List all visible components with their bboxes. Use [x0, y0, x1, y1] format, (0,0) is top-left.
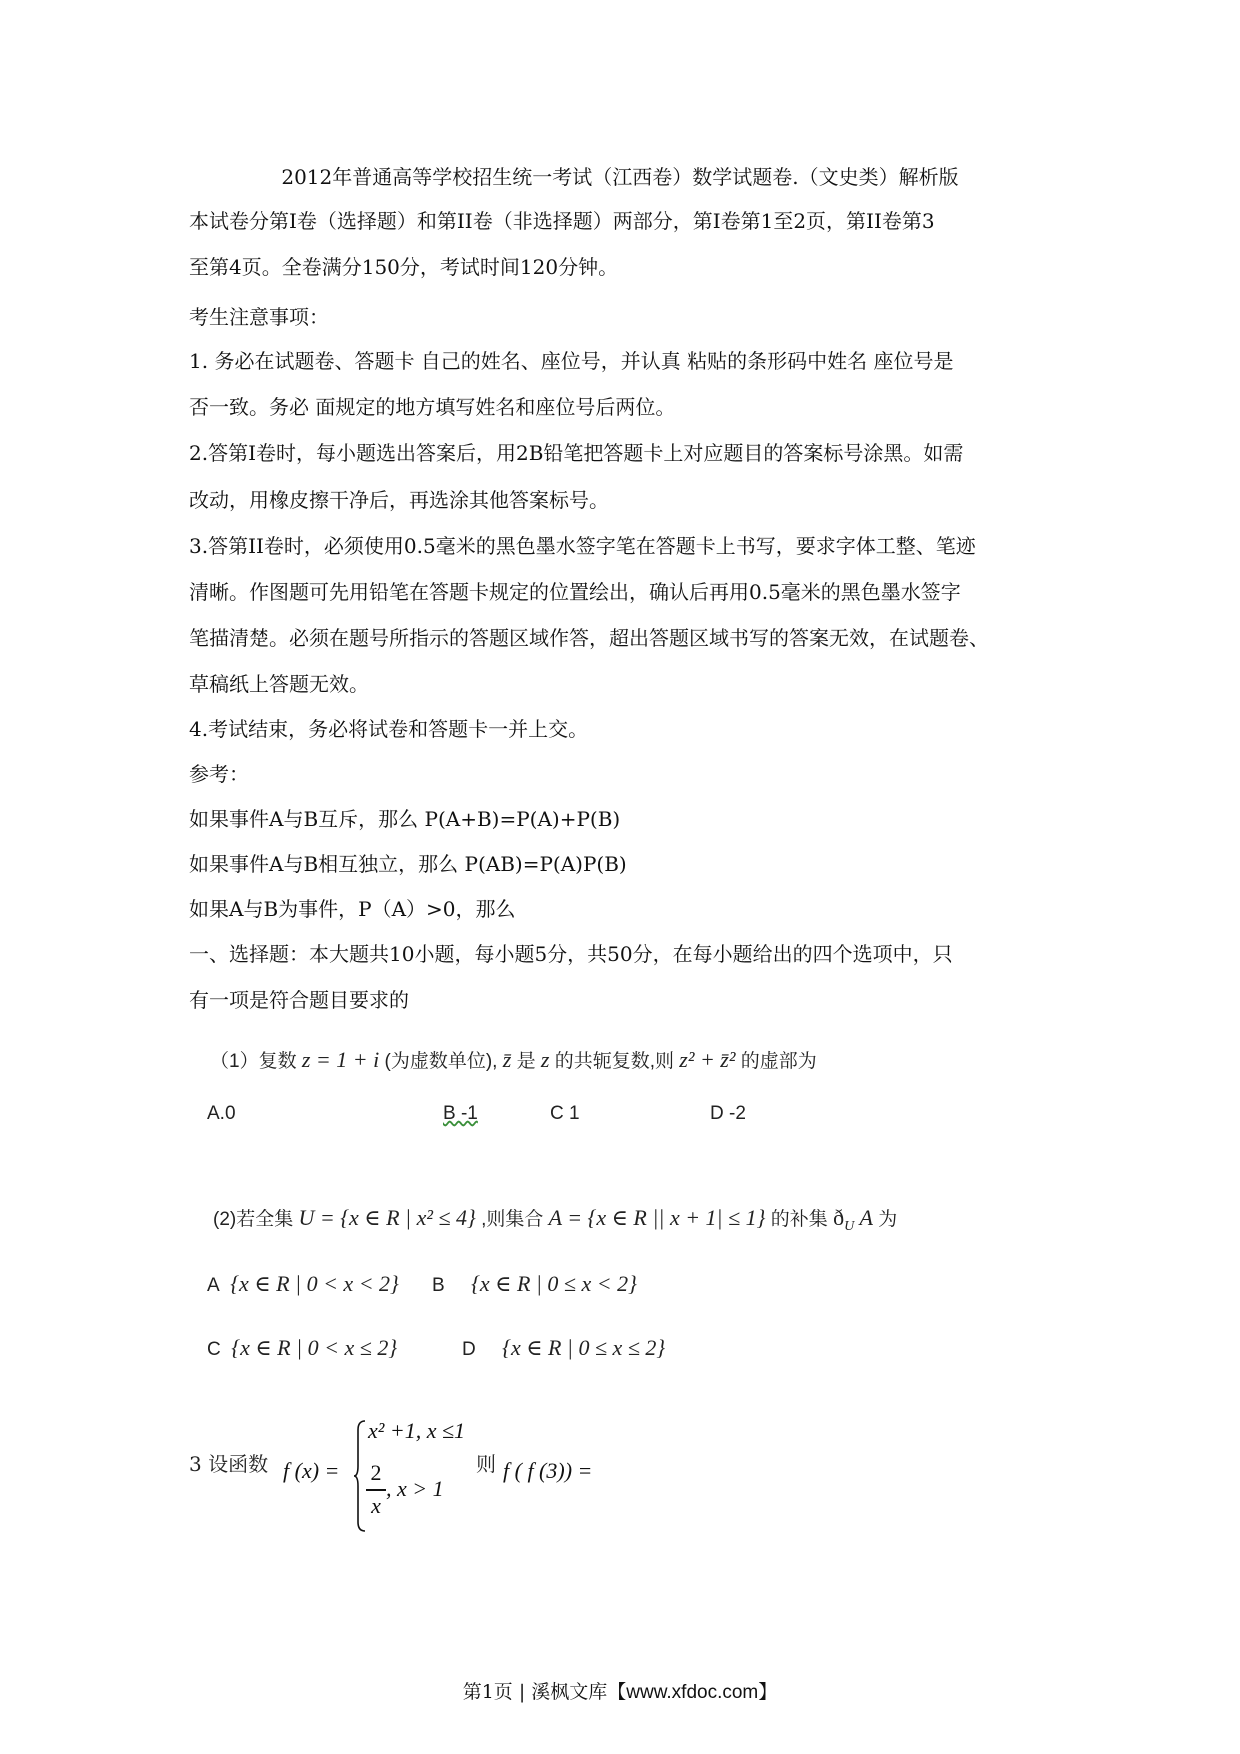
piecewise-brace-icon — [354, 1420, 366, 1532]
fraction-bar — [366, 1489, 386, 1491]
question-1-prefix: （1）复数 — [210, 1051, 297, 1072]
intro-line-1: 本试卷分第I卷（选择题）和第II卷（非选择题）两部分，第I卷第1至2页，第II卷第3 — [189, 209, 935, 233]
question-1-text: 的共轭复数,则 — [554, 1051, 674, 1072]
question-2-option-d — [462, 1335, 665, 1361]
option-set: {x ∈ R | 0 ≤ x ≤ 2} — [502, 1335, 666, 1360]
question-1-conjugate: z̄ — [502, 1047, 512, 1072]
option-label: B — [432, 1275, 445, 1296]
question-3-case-2-condition: , x > 1 — [386, 1476, 444, 1501]
document-title: 2012年普通高等学校招生统一考试（江西卷）数学试题卷.（文史类）解析版 — [281, 165, 959, 189]
question-2-stem — [213, 1204, 897, 1235]
option-label: A — [207, 1275, 220, 1296]
question-1-text: (为虚数单位), — [384, 1051, 498, 1072]
question-2-option-b — [432, 1271, 637, 1297]
question-1-option-b: B -1 — [443, 1103, 478, 1124]
page-footer — [0, 1677, 1240, 1704]
question-3-case-1: x² +1, x ≤1 — [368, 1418, 466, 1443]
question-2-prefix: (2)若全集 — [213, 1209, 294, 1230]
question-1-option-a: A.0 — [207, 1103, 236, 1124]
question-1-suffix: 的虚部为 — [740, 1051, 817, 1072]
notice-line: 改动，用橡皮擦干净后，再选涂其他答案标号。 — [189, 488, 609, 512]
question-3-text: 则 — [476, 1452, 496, 1476]
section-heading-line: 有一项是符合题目要求的 — [189, 988, 409, 1012]
question-3-case-2-denominator: x — [371, 1493, 381, 1518]
question-1-text: 是 — [516, 1051, 536, 1072]
question-3-case-2-numerator: 2 — [370, 1460, 382, 1485]
footer-page-label: 第1页 | 溪枫文库【 — [462, 1681, 627, 1703]
question-1-option-d: D -2 — [710, 1103, 746, 1124]
notice-line: 否一致。务必 面规定的地方填写姓名和座位号后两位。 — [189, 395, 676, 419]
question-2-set-a: A = {x ∈ R || x + 1| ≤ 1} — [548, 1205, 766, 1230]
question-1-expression: z² + z̄² — [679, 1047, 736, 1072]
option-label: D — [462, 1339, 476, 1360]
question-3-prefix: 3 设函数 — [189, 1452, 269, 1476]
question-2-complement-subscript: U — [844, 1218, 855, 1234]
notice-line: 笔描清楚。必须在题号所指示的答题区域作答，超出答题区域书写的答案无效，在试题卷、 — [189, 626, 989, 650]
intro-line-2: 至第4页。全卷满分150分，考试时间120分钟。 — [189, 255, 619, 279]
notice-line: 2.答第I卷时，每小题选出答案后，用2B铅笔把答题卡上对应题目的答案标号涂黑。如需 — [189, 441, 964, 465]
question-1-option-c: C 1 — [550, 1103, 580, 1124]
footer-bracket: 】 — [758, 1681, 778, 1703]
option-set: {x ∈ R | 0 ≤ x < 2} — [471, 1271, 637, 1296]
question-3-function: f (x) = — [283, 1458, 340, 1483]
notice-line: 清晰。作图题可先用铅笔在答题卡规定的位置绘出，确认后再用0.5毫米的黑色墨水签字 — [189, 580, 961, 604]
option-set: {x ∈ R | 0 < x ≤ 2} — [231, 1335, 398, 1360]
question-2-set-u: U = {x ∈ R | x² ≤ 4} — [298, 1205, 476, 1230]
section-heading-line: 一、选择题：本大题共10小题，每小题5分，共50分，在每小题给出的四个选项中，只 — [189, 942, 953, 966]
notice-line: 草稿纸上答题无效。 — [189, 672, 369, 696]
question-3-query: f ( f (3)) = — [503, 1458, 593, 1483]
reference-line: 如果A与B为事件，P（A）>0，那么 — [189, 897, 516, 921]
question-2-option-a — [207, 1271, 399, 1297]
question-1-formula: z = 1 + i — [301, 1047, 380, 1072]
notice-line: 3.答第II卷时，必须使用0.5毫米的黑色墨水签字笔在答题卡上书写，要求字体工整、笔迹 — [189, 534, 976, 558]
question-1-stem — [210, 1046, 817, 1073]
reference-line: 如果事件A与B相互独立，那么 P(AB)=P(A)P(B) — [189, 852, 627, 876]
notice-line: 4.考试结束，务必将试卷和答题卡一并上交。 — [189, 717, 589, 741]
reference-line: 如果事件A与B互斥，那么 P(A+B)=P(A)+P(B) — [189, 807, 621, 831]
question-2-option-c — [207, 1335, 397, 1361]
footer-url[interactable]: www.xfdoc.com — [626, 1682, 759, 1703]
question-2-suffix: 为 — [878, 1209, 898, 1230]
question-2-text: ,则集合 — [481, 1209, 544, 1230]
question-1-variable: z — [540, 1047, 550, 1072]
option-set: {x ∈ R | 0 < x < 2} — [230, 1271, 399, 1296]
question-2-complement-set: A — [859, 1205, 873, 1230]
question-2-text: 的补集 — [770, 1209, 828, 1230]
notice-line: 1. 务必在试题卷、答题卡 自己的姓名、座位号，并认真 粘贴的条形码中姓名 座位号是 — [189, 349, 954, 373]
question-2-complement-symbol: ð — [833, 1205, 845, 1230]
reference-heading: 参考： — [189, 762, 249, 786]
option-label: C — [207, 1339, 221, 1360]
notice-heading: 考生注意事项： — [189, 305, 329, 329]
